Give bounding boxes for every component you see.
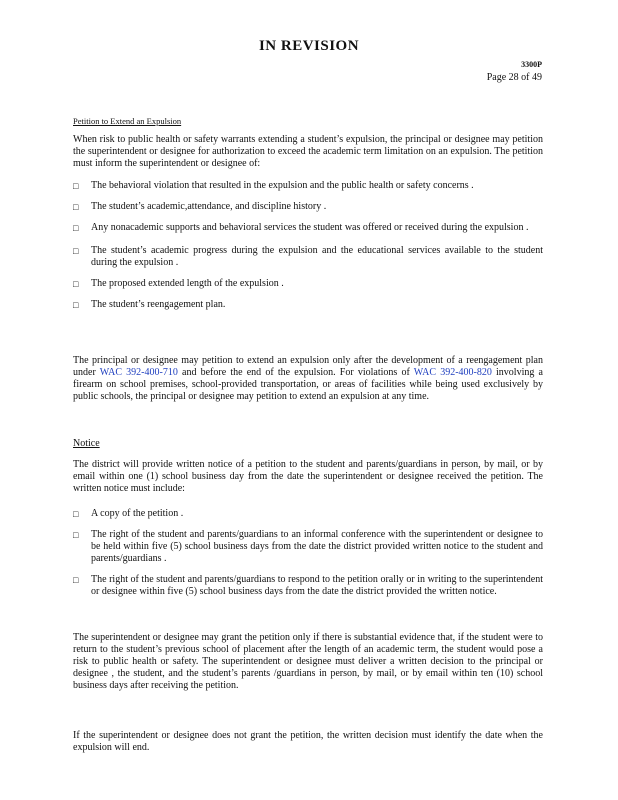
wac-392-400-820-link[interactable]: WAC 392-400-820 xyxy=(413,367,492,378)
list-item-text: The behavioral violation that resulted in the expulsion and the public health or safety concerns . xyxy=(91,180,474,191)
list-item xyxy=(73,529,543,565)
extension-timing-paragraph: The principal or designee may petition to extend an expulsion only after the development of a reengagement plan under WAC 392-400-710 and before the end of the expulsion. For violations of WAC 392-400-820 involving a firearm on school premises, school-provided transportation, or areas of facilities while being used exclusively by public schools, the principal or designee may petition to extend an expulsion at any time. xyxy=(73,355,543,402)
list-item xyxy=(73,180,543,192)
list-item xyxy=(73,299,543,311)
notice-intro-paragraph: The district will provide written notice of a petition to the student and parents/guardians in person, by mail, or by email within one (1) school business day from the date the superintendent or designee received the petition. The written notice must include: xyxy=(73,459,543,494)
policy-code: 3300P xyxy=(521,60,542,69)
wac-392-400-710-link[interactable]: WAC 392-400-710 xyxy=(99,367,178,378)
square-bullet-icon: □ xyxy=(73,279,79,289)
section-heading-notice: Notice xyxy=(73,438,100,449)
list-item-text: The right of the student and parents/guardians to an informal conference with the superintendent or designee to be held within five (5) school business days from the date the district provided written notice to the student and parents/guardians . xyxy=(91,529,543,564)
square-bullet-icon: □ xyxy=(73,509,79,519)
list-item-text: The proposed extended length of the expulsion . xyxy=(91,278,284,289)
square-bullet-icon: □ xyxy=(73,300,79,310)
square-bullet-icon: □ xyxy=(73,181,79,191)
list-item-text: The student’s academic progress during the expulsion and the educational services available to the student during the expulsion . xyxy=(91,245,543,268)
list-item-text: The right of the student and parents/guardians to respond to the petition orally or in writing to the superintendent or designee within five (5) school business days from the date the district provided the written notice. xyxy=(91,574,543,597)
list-item xyxy=(73,222,543,234)
petition-requirements-list xyxy=(73,180,543,311)
deny-petition-paragraph: If the superintendent or designee does not grant the petition, the written decision must identify the date when the expulsion will end. xyxy=(73,730,543,753)
square-bullet-icon: □ xyxy=(73,246,79,256)
list-item-text: Any nonacademic supports and behavioral services the student was offered or received during the expulsion . xyxy=(91,222,529,233)
page-number: Page 28 of 49 xyxy=(486,72,542,83)
petition-intro-paragraph: When risk to public health or safety warrants extending a student’s expulsion, the principal or designee may petition the superintendent or designee for authorization to exceed the academic term limitation on an expulsion. The petition must inform the superintendent or designee of: xyxy=(73,134,543,169)
square-bullet-icon: □ xyxy=(73,223,79,233)
list-item xyxy=(73,201,543,213)
list-item xyxy=(73,574,543,598)
list-item-text: The student’s academic,attendance, and discipline history . xyxy=(91,201,327,212)
section-heading-petition: Petition to Extend an Expulsion xyxy=(73,116,182,126)
list-item xyxy=(73,278,543,290)
notice-requirements-list xyxy=(73,508,543,598)
list-item-text: A copy of the petition . xyxy=(91,508,184,519)
square-bullet-icon: □ xyxy=(73,575,79,585)
grant-petition-paragraph: The superintendent or designee may grant the petition only if there is substantial evidence that, if the student were to return to the student’s previous school of placement after the length of an academic term, the student would pose a risk to public health or safety. The superintendent or designee must deliver a written decision to the principal or designee , the student, and the student’s parents /guardians in person, by mail, or by email within ten (10) school business days after receiving the petition. xyxy=(73,632,543,691)
page-title: IN REVISION xyxy=(258,38,360,54)
list-item xyxy=(73,245,543,269)
square-bullet-icon: □ xyxy=(73,530,79,540)
square-bullet-icon: □ xyxy=(73,202,79,212)
list-item xyxy=(73,508,543,520)
list-item-text: The student’s reengagement plan. xyxy=(91,299,226,310)
